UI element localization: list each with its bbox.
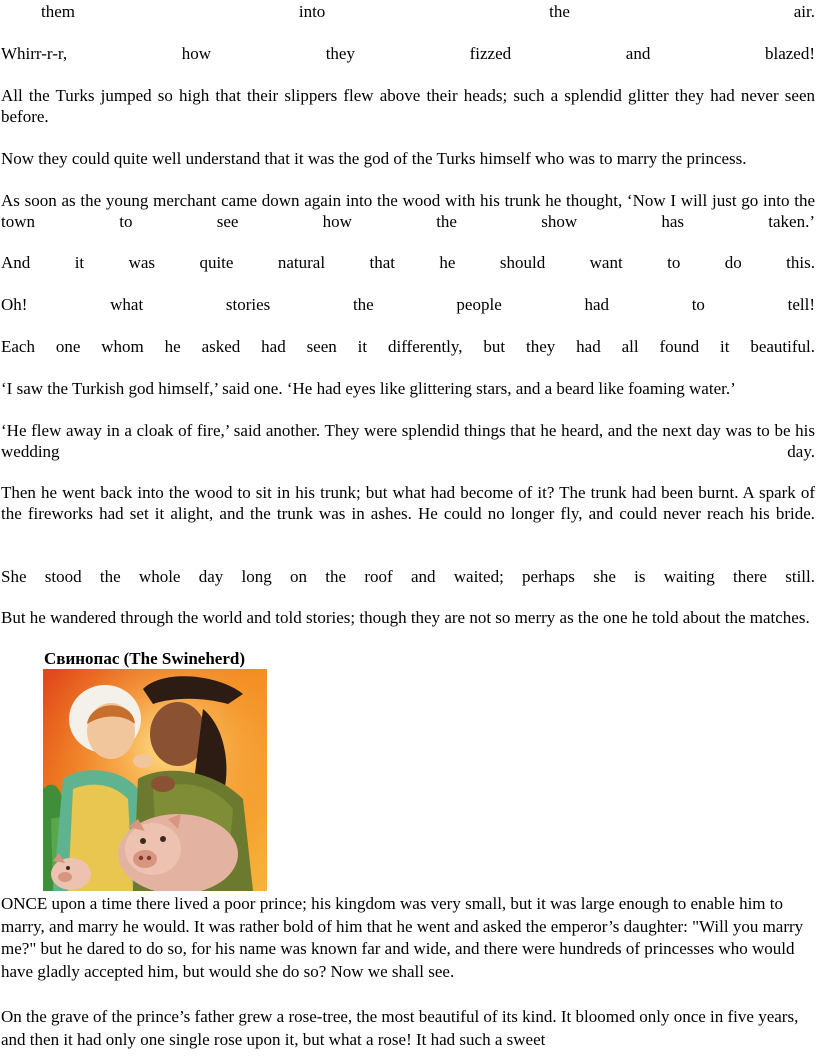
story-paragraph-1: ONCE upon a time there lived a poor prince; his kingdom was very small, but it was large enough to enable him to marry, and marry he would. It was rather bold of him that he went and asked the emperor’s daughter: "Will you marry me?" but he dared to do so, for his name was known far and wide, and there were hundreds of princesses who would have gladly accepted him, but would she do so? Now we shall see.: [1, 894, 804, 981]
paragraph-5: As soon as the young merchant came down again into the wood with his trunk he thought, ‘Now I will just go into the town to see how the show has taken.’: [1, 191, 815, 231]
paragraph-9: ‘I saw the Turkish god himself,’ said one. ‘He had eyes like glittering stars, and a beard like foaming water.’: [1, 379, 736, 398]
paragraph-8: Each one whom he asked had seen it differently, but they had all found it beautiful.: [1, 337, 815, 356]
paragraph-1: them into the air.: [41, 2, 815, 21]
story-paragraph-2: On the grave of the prince’s father grew a rose-tree, the most beautiful of its kind. It bloomed only once in five years, and then it had only one single rose upon it, but what a rose! It had such a sweet: [1, 1007, 799, 1049]
paragraph-3: All the Turks jumped so high that their slippers flew above their heads; such a splendid glitter they had never seen before.: [1, 86, 815, 126]
swineherd-illustration: [43, 669, 267, 891]
paragraph-2: Whirr-r-r, how they fizzed and blazed!: [1, 44, 815, 63]
paragraph-13: But he wandered through the world and told stories; though they are not so merry as the one he told about the matches.: [1, 608, 810, 627]
paragraph-12: She stood the whole day long on the roof and waited; perhaps she is waiting there still.: [1, 567, 815, 586]
paragraph-4: Now they could quite well understand that it was the god of the Turks himself who was to marry the princess.: [1, 149, 747, 168]
paragraph-7: Oh! what stories the people had to tell!: [1, 295, 815, 314]
story-title: Свинопас (The Swineherd): [44, 649, 246, 668]
paragraph-10: ‘He flew away in a cloak of fire,’ said another. They were splendid things that he heard, and the next day was to be his wedding day.: [1, 421, 815, 461]
paragraph-6: And it was quite natural that he should want to do this.: [1, 253, 815, 272]
paragraph-11: Then he went back into the wood to sit in his trunk; but what had become of it? The trunk had been burnt. A spark of the fireworks had set it alight, and the trunk was in ashes. He could no longer fly, and could never reach his bride.: [1, 483, 815, 523]
